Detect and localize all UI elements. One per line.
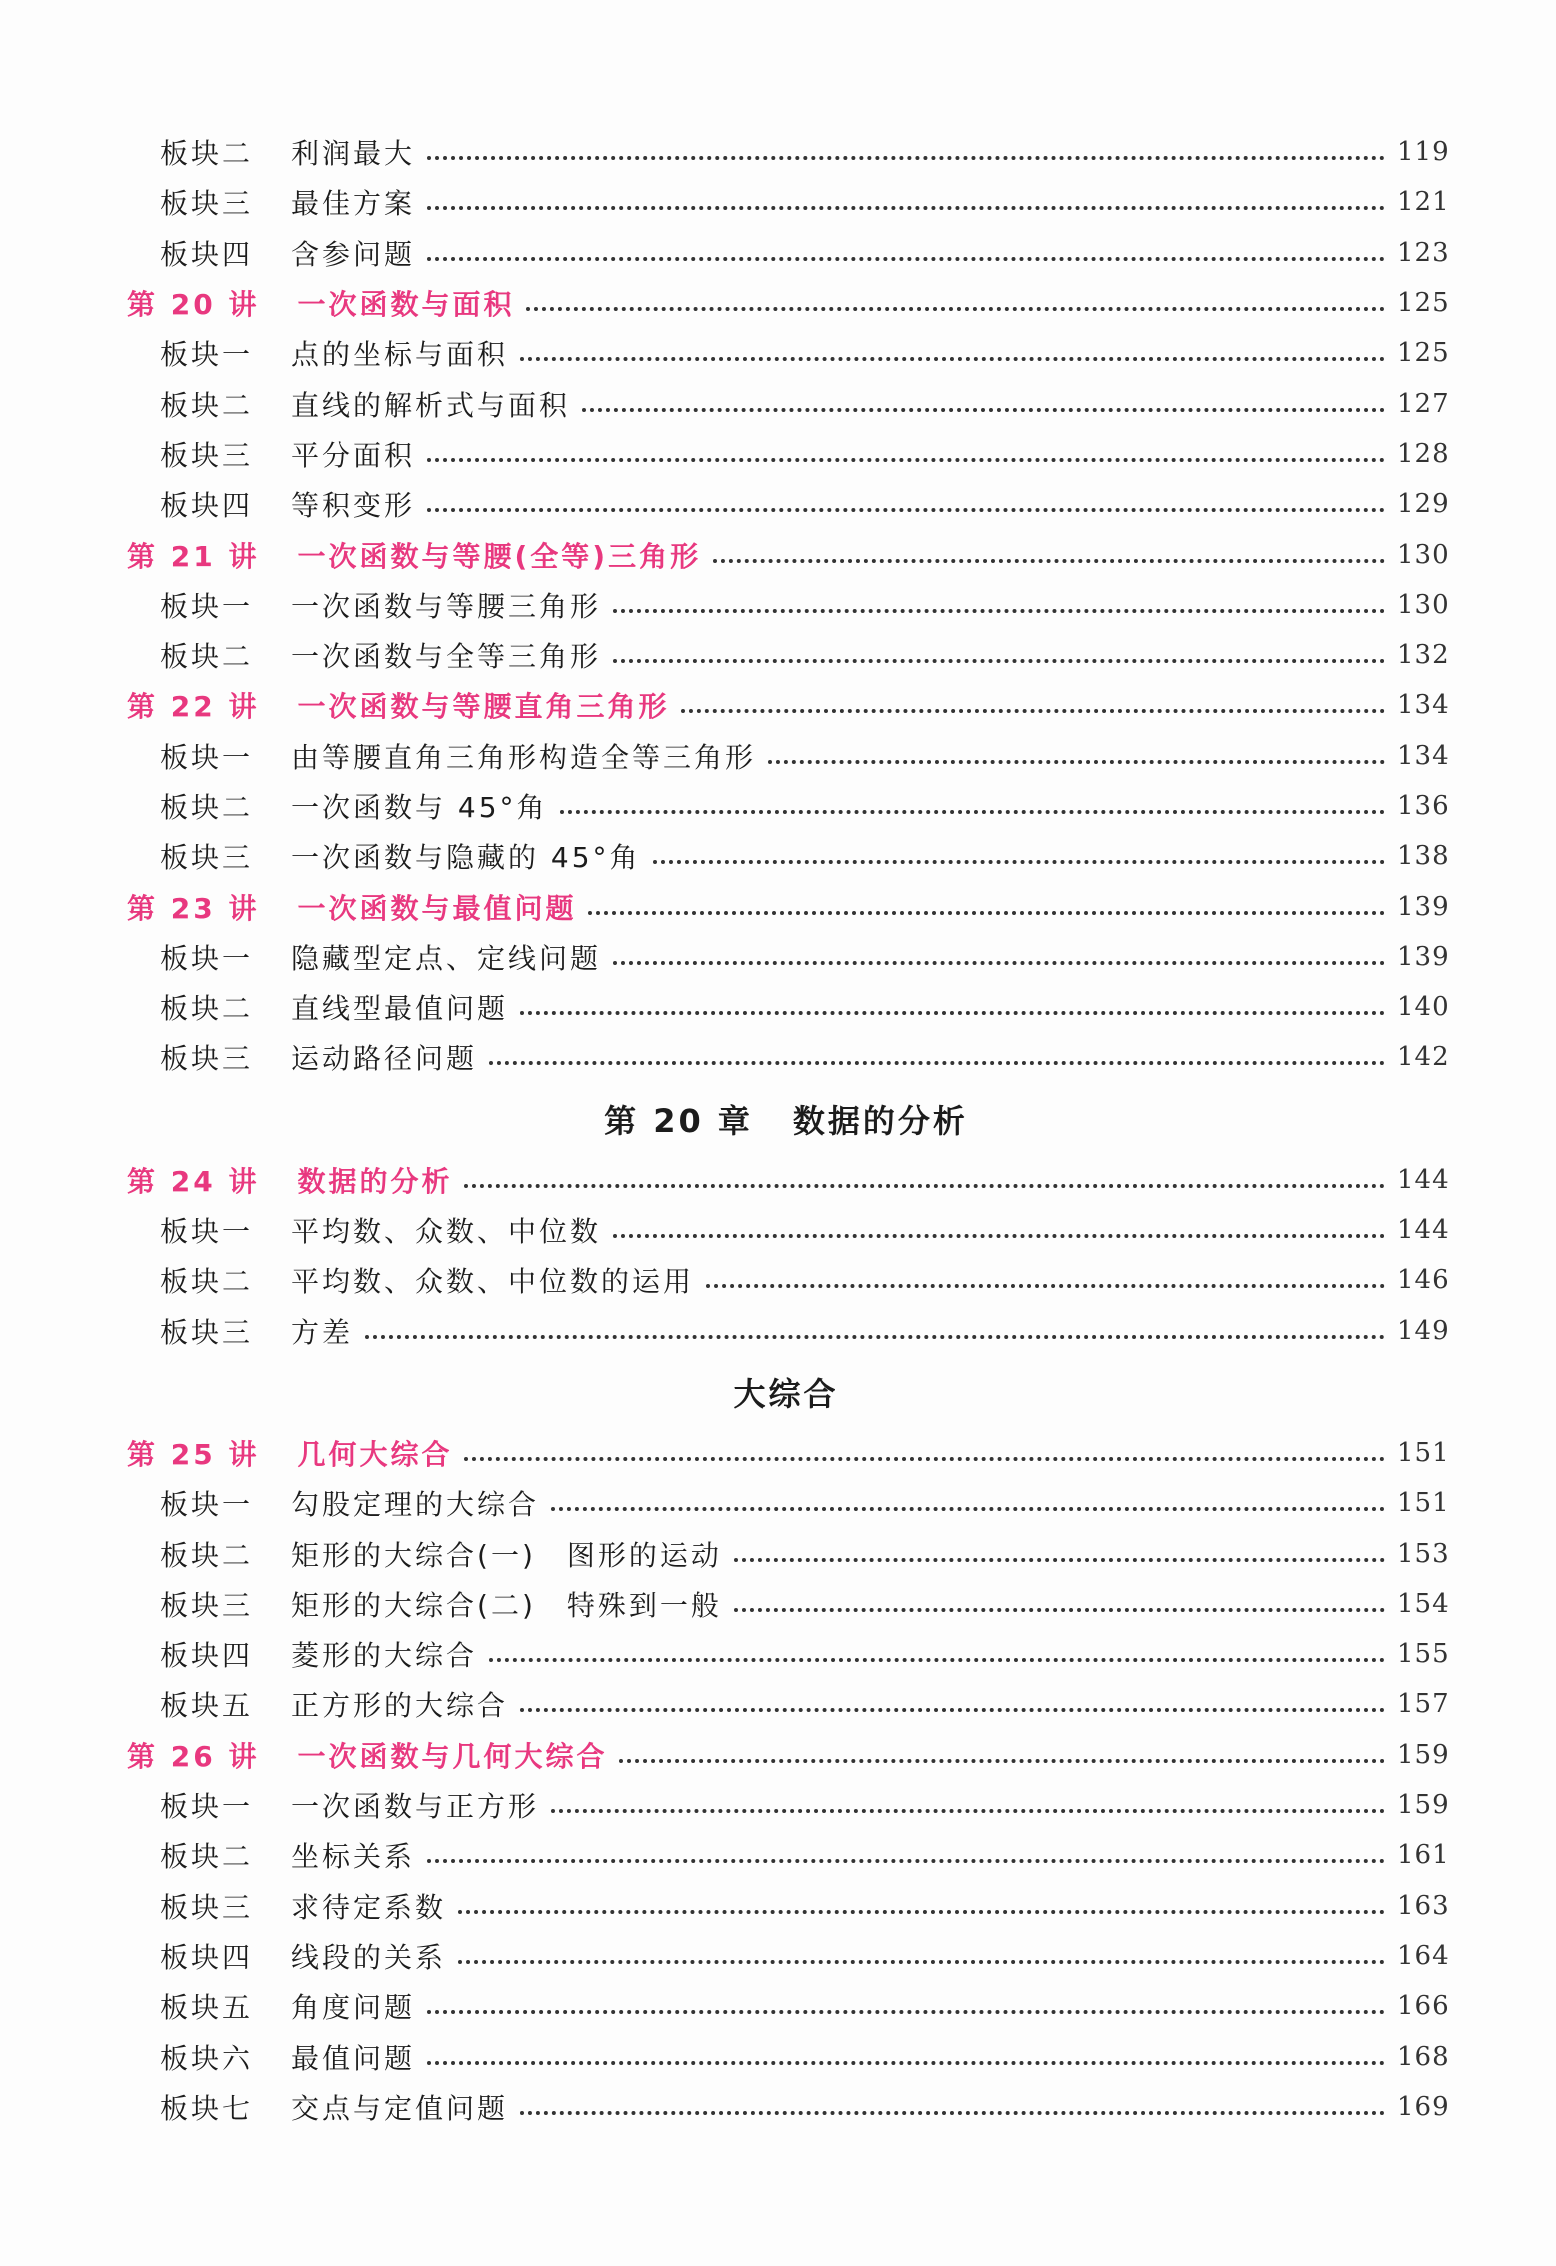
page-number: 164: [1397, 1940, 1450, 1971]
section-label: 板块二: [160, 1265, 254, 1299]
dot-leader: [520, 357, 1385, 361]
dot-leader: [489, 1061, 1385, 1065]
page-number: 125: [1397, 288, 1450, 319]
page-number: 130: [1397, 589, 1450, 620]
section-label: 板块三: [160, 1042, 254, 1076]
page-number: 125: [1397, 338, 1450, 369]
dot-leader: [713, 559, 1385, 563]
dot-leader: [458, 1960, 1385, 1964]
dot-leader: [734, 1558, 1385, 1562]
page-number: 142: [1397, 1042, 1450, 1073]
page-number: 128: [1397, 438, 1450, 469]
section-label: 板块四: [160, 237, 254, 271]
page-number: 123: [1397, 237, 1450, 268]
lesson-number: 第 23 讲: [127, 891, 260, 925]
toc-section-entry[interactable]: [127, 1579, 1450, 1629]
section-label: 板块三: [160, 187, 254, 221]
dot-leader: [427, 458, 1385, 462]
dot-leader: [588, 911, 1385, 915]
section-title: 一次函数与等腰三角形: [291, 589, 602, 623]
section-label: 板块七: [160, 2091, 254, 2125]
dot-leader: [681, 709, 1385, 713]
dot-leader: [551, 1507, 1385, 1511]
page-number: 127: [1397, 388, 1450, 419]
page-number: 168: [1397, 2041, 1450, 2072]
section-title: 方差: [291, 1315, 354, 1349]
page-number: 163: [1397, 1890, 1450, 1921]
dot-leader: [613, 609, 1385, 613]
dot-leader: [582, 408, 1385, 412]
dot-leader: [619, 1759, 1385, 1763]
toc-section-entry[interactable]: [127, 1629, 1450, 1679]
dot-leader: [427, 2010, 1385, 2014]
section-title: 由等腰直角三角形构造全等三角形: [291, 740, 757, 774]
section-title: 求待定系数: [291, 1890, 447, 1924]
toc-section-entry[interactable]: [127, 982, 1450, 1032]
toc-section-entry[interactable]: [127, 1478, 1450, 1528]
toc-section-entry[interactable]: [127, 2031, 1450, 2081]
lesson-number: 第 26 讲: [127, 1739, 260, 1773]
dot-leader: [520, 1011, 1385, 1015]
toc-section-entry[interactable]: [127, 378, 1450, 428]
section-title: 平均数、众数、中位数: [291, 1215, 602, 1249]
page-number: 155: [1397, 1639, 1450, 1670]
page-number: 138: [1397, 841, 1450, 872]
toc-section-entry[interactable]: [127, 328, 1450, 378]
dot-leader: [706, 1284, 1385, 1288]
chapter-heading: [127, 1083, 1445, 1155]
section-title: 线段的关系: [291, 1940, 447, 1974]
section-title: 矩形的大综合(一) 图形的运动: [291, 1538, 722, 1572]
toc-section-entry[interactable]: [127, 731, 1450, 781]
section-label: 板块五: [160, 1991, 254, 2025]
toc-section-entry[interactable]: [127, 1679, 1450, 1729]
table-of-contents: [127, 127, 1450, 2132]
chapter-heading: [127, 1356, 1445, 1428]
lesson-title: 数据的分析: [297, 1164, 453, 1198]
toc-section-entry[interactable]: [127, 1032, 1450, 1082]
section-label: 板块二: [160, 1538, 254, 1572]
section-label: 板块二: [160, 1840, 254, 1874]
toc-lesson-entry[interactable]: [127, 881, 1450, 931]
dot-leader: [464, 1184, 1385, 1188]
section-title: 运动路径问题: [291, 1042, 478, 1076]
page-number: 159: [1397, 1790, 1450, 1821]
dot-leader: [427, 206, 1385, 210]
page-number: 144: [1397, 1215, 1450, 1246]
lesson-title: 一次函数与等腰直角三角形: [297, 690, 670, 724]
section-title: 菱形的大综合: [291, 1639, 478, 1673]
section-label: 板块三: [160, 841, 254, 875]
page-number: 121: [1397, 187, 1450, 218]
toc-section-entry[interactable]: [127, 228, 1450, 278]
section-label: 板块二: [160, 137, 254, 171]
section-title: 平均数、众数、中位数的运用: [291, 1265, 695, 1299]
page-number: 151: [1397, 1437, 1450, 1468]
dot-leader: [427, 156, 1385, 160]
dot-leader: [464, 1457, 1385, 1461]
toc-section-entry[interactable]: [127, 1881, 1450, 1931]
dot-leader: [520, 2111, 1385, 2115]
section-title: 隐藏型定点、定线问题: [291, 941, 602, 975]
chapter-number: 第 20 章: [604, 1101, 753, 1140]
toc-section-entry[interactable]: [127, 1255, 1450, 1305]
section-label: 板块一: [160, 589, 254, 623]
section-label: 板块六: [160, 2041, 254, 2075]
lesson-title: 一次函数与最值问题: [297, 891, 577, 925]
section-title: 平分面积: [291, 438, 416, 472]
dot-leader: [427, 508, 1385, 512]
section-title: 最佳方案: [291, 187, 416, 221]
lesson-title: 一次函数与几何大综合: [297, 1739, 608, 1773]
chapter-title: 大综合: [733, 1374, 839, 1413]
toc-section-entry[interactable]: [127, 2082, 1450, 2132]
page-number: 157: [1397, 1689, 1450, 1720]
dot-leader: [560, 810, 1385, 814]
section-title: 矩形的大综合(二) 特殊到一般: [291, 1588, 722, 1622]
dot-leader: [458, 1910, 1385, 1914]
section-label: 板块一: [160, 1215, 254, 1249]
section-label: 板块三: [160, 1315, 254, 1349]
toc-section-entry[interactable]: [127, 479, 1450, 529]
toc-section-entry[interactable]: [127, 1931, 1450, 1981]
section-title: 勾股定理的大综合: [291, 1488, 540, 1522]
page-number: 169: [1397, 2091, 1450, 2122]
toc-section-entry[interactable]: [127, 781, 1450, 831]
section-title: 一次函数与全等三角形: [291, 640, 602, 674]
section-title: 最值问题: [291, 2041, 416, 2075]
dot-leader: [613, 659, 1385, 663]
toc-lesson-entry[interactable]: [127, 1730, 1450, 1780]
section-title: 直线型最值问题: [291, 992, 509, 1026]
toc-section-entry[interactable]: [127, 1205, 1450, 1255]
lesson-number: 第 22 讲: [127, 690, 260, 724]
section-label: 板块四: [160, 1940, 254, 1974]
section-label: 板块四: [160, 1639, 254, 1673]
page-number: 130: [1397, 539, 1450, 570]
lesson-title: 一次函数与面积: [297, 288, 515, 322]
dot-leader: [489, 1658, 1385, 1662]
chapter-title: 数据的分析: [792, 1101, 968, 1140]
toc-section-entry[interactable]: [127, 429, 1450, 479]
lesson-title: 一次函数与等腰(全等)三角形: [297, 539, 702, 573]
dot-leader: [365, 1335, 1385, 1339]
section-label: 板块一: [160, 1488, 254, 1522]
page-number: 134: [1397, 740, 1450, 771]
page-number: 136: [1397, 791, 1450, 821]
dot-leader: [653, 860, 1385, 864]
section-title: 一次函数与 45°角: [291, 791, 548, 824]
section-title: 点的坐标与面积: [291, 338, 509, 372]
toc-lesson-entry[interactable]: [127, 278, 1450, 328]
dot-leader: [526, 307, 1385, 311]
section-label: 板块五: [160, 1689, 254, 1723]
page-number: 119: [1397, 137, 1450, 168]
section-label: 板块一: [160, 1790, 254, 1824]
page-number: 151: [1397, 1488, 1450, 1519]
dot-leader: [734, 1608, 1385, 1612]
lesson-number: 第 25 讲: [127, 1437, 260, 1471]
section-title: 角度问题: [291, 1991, 416, 2025]
toc-lesson-entry[interactable]: [127, 1155, 1450, 1205]
lesson-title: 几何大综合: [297, 1437, 453, 1471]
section-label: 板块三: [160, 1588, 254, 1622]
page-number: 146: [1397, 1265, 1450, 1296]
page-number: 132: [1397, 640, 1450, 671]
page-number: 144: [1397, 1164, 1450, 1195]
page-number: 139: [1397, 941, 1450, 972]
section-label: 板块二: [160, 791, 254, 824]
toc-section-entry[interactable]: [127, 630, 1450, 680]
section-title: 一次函数与正方形: [291, 1790, 540, 1824]
dot-leader: [768, 760, 1385, 764]
toc-section-entry[interactable]: [127, 127, 1450, 177]
toc-section-entry[interactable]: [127, 932, 1450, 982]
page-number: 161: [1397, 1840, 1450, 1871]
section-title: 交点与定值问题: [291, 2091, 509, 2125]
toc-lesson-entry[interactable]: [127, 1428, 1450, 1478]
toc-section-entry[interactable]: [127, 580, 1450, 630]
dot-leader: [427, 2061, 1385, 2065]
section-title: 含参问题: [291, 237, 416, 271]
dot-leader: [520, 1708, 1385, 1712]
section-title: 直线的解析式与面积: [291, 388, 571, 422]
section-label: 板块三: [160, 1890, 254, 1924]
lesson-number: 第 24 讲: [127, 1164, 260, 1198]
section-label: 板块四: [160, 489, 254, 523]
section-label: 板块一: [160, 941, 254, 975]
page-number: 139: [1397, 891, 1450, 922]
section-label: 板块一: [160, 740, 254, 774]
page-number: 159: [1397, 1739, 1450, 1770]
toc-lesson-entry[interactable]: [127, 680, 1450, 730]
page-number: 140: [1397, 992, 1450, 1023]
dot-leader: [613, 961, 1385, 965]
toc-section-entry[interactable]: [127, 177, 1450, 227]
toc-section-entry[interactable]: [127, 1780, 1450, 1830]
page-number: 166: [1397, 1991, 1450, 2022]
page-number: 134: [1397, 690, 1450, 721]
page-number: 154: [1397, 1588, 1450, 1619]
toc-section-entry[interactable]: [127, 1528, 1450, 1578]
page-number: 153: [1397, 1538, 1450, 1569]
toc-section-entry[interactable]: [127, 831, 1450, 881]
section-title: 坐标关系: [291, 1840, 416, 1874]
dot-leader: [427, 257, 1385, 261]
dot-leader: [613, 1234, 1385, 1238]
section-title: 一次函数与隐藏的 45°角: [291, 841, 641, 875]
section-title: 利润最大: [291, 137, 416, 171]
section-label: 板块二: [160, 388, 254, 422]
toc-section-entry[interactable]: [127, 1306, 1450, 1356]
toc-section-entry[interactable]: [127, 1981, 1450, 2031]
toc-section-entry[interactable]: [127, 1830, 1450, 1880]
page-number: 149: [1397, 1315, 1450, 1346]
section-title: 等积变形: [291, 489, 416, 523]
section-title: 正方形的大综合: [291, 1689, 509, 1723]
dot-leader: [427, 1859, 1385, 1863]
page-number: 129: [1397, 489, 1450, 520]
section-label: 板块三: [160, 438, 254, 472]
lesson-number: 第 20 讲: [127, 288, 260, 322]
toc-lesson-entry[interactable]: [127, 529, 1450, 579]
lesson-number: 第 21 讲: [127, 539, 260, 573]
section-label: 板块二: [160, 992, 254, 1026]
section-label: 板块一: [160, 338, 254, 372]
dot-leader: [551, 1809, 1385, 1813]
section-label: 板块二: [160, 640, 254, 674]
